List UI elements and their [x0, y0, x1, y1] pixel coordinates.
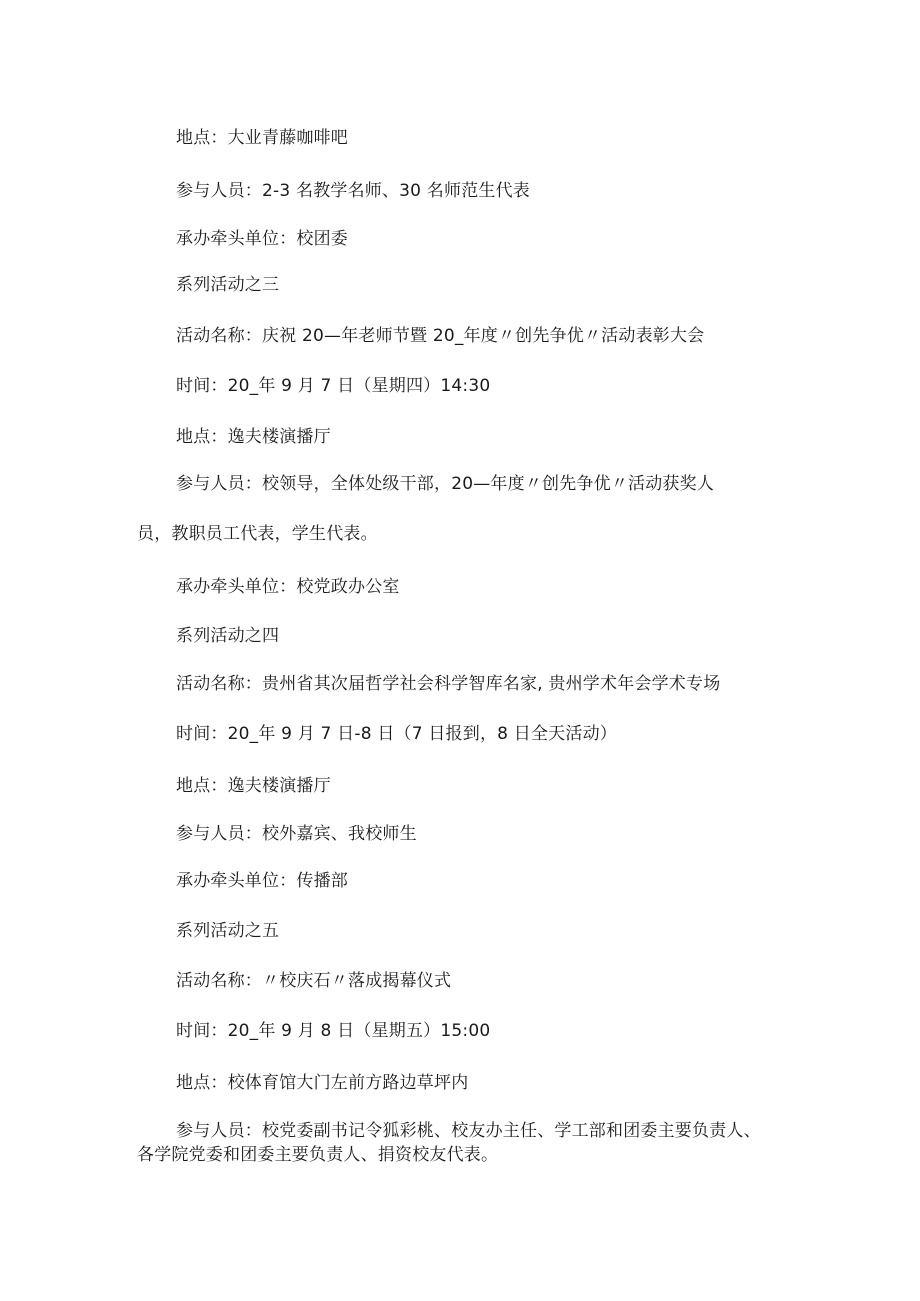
participants-line: 参与人员：校党委副书记令狐彩桃、校友办主任、学工部和团委主要负责人、: [176, 1121, 761, 1141]
participants-line-continued: 员，教职员工代表，学生代表。: [137, 524, 378, 544]
location-line: 地点：逸夫楼演播厅: [176, 427, 331, 447]
organizer-line: 承办牵头单位：传播部: [176, 871, 348, 891]
participants-line-continued: 各学院党委和团委主要负责人、捐资校友代表。: [137, 1145, 499, 1165]
location-line: 地点：逸夫楼演播厅: [176, 776, 331, 796]
activity-name-line: 活动名称：庆祝 20—年老师节暨 20_年度〃创先争优〃活动表彰大会: [176, 326, 705, 346]
activity-name-line: 活动名称：〃校庆石〃落成揭幕仪式: [176, 971, 452, 991]
series-heading-3: 系列活动之三: [176, 275, 280, 295]
time-line: 时间：20_年 9 月 8 日（星期五）15:00: [176, 1021, 491, 1041]
location-line: 地点：校体育馆大门左前方路边草坪内: [176, 1073, 469, 1093]
location-line: 地点：大业青藤咖啡吧: [176, 128, 348, 148]
series-heading-5: 系列活动之五: [176, 921, 280, 941]
participants-line: 参与人员：校领导，全体处级干部，20—年度〃创先争优〃活动获奖人: [176, 474, 715, 494]
participants-line: 参与人员：校外嘉宾、我校师生: [176, 824, 417, 844]
activity-name-line: 活动名称：贵州省其次届哲学社会科学智库名家, 贵州学术年会学术专场: [176, 674, 721, 694]
participants-line: 参与人员：2-3 名教学名师、30 名师范生代表: [176, 181, 531, 201]
series-heading-4: 系列活动之四: [176, 626, 280, 646]
organizer-line: 承办牵头单位：校党政办公室: [176, 577, 400, 597]
time-line: 时间：20_年 9 月 7 日（星期四）14:30: [176, 376, 491, 396]
organizer-line: 承办牵头单位：校团委: [176, 229, 348, 249]
time-line: 时间：20_年 9 月 7 日-8 日（7 日报到，8 日全天活动）: [176, 724, 617, 744]
